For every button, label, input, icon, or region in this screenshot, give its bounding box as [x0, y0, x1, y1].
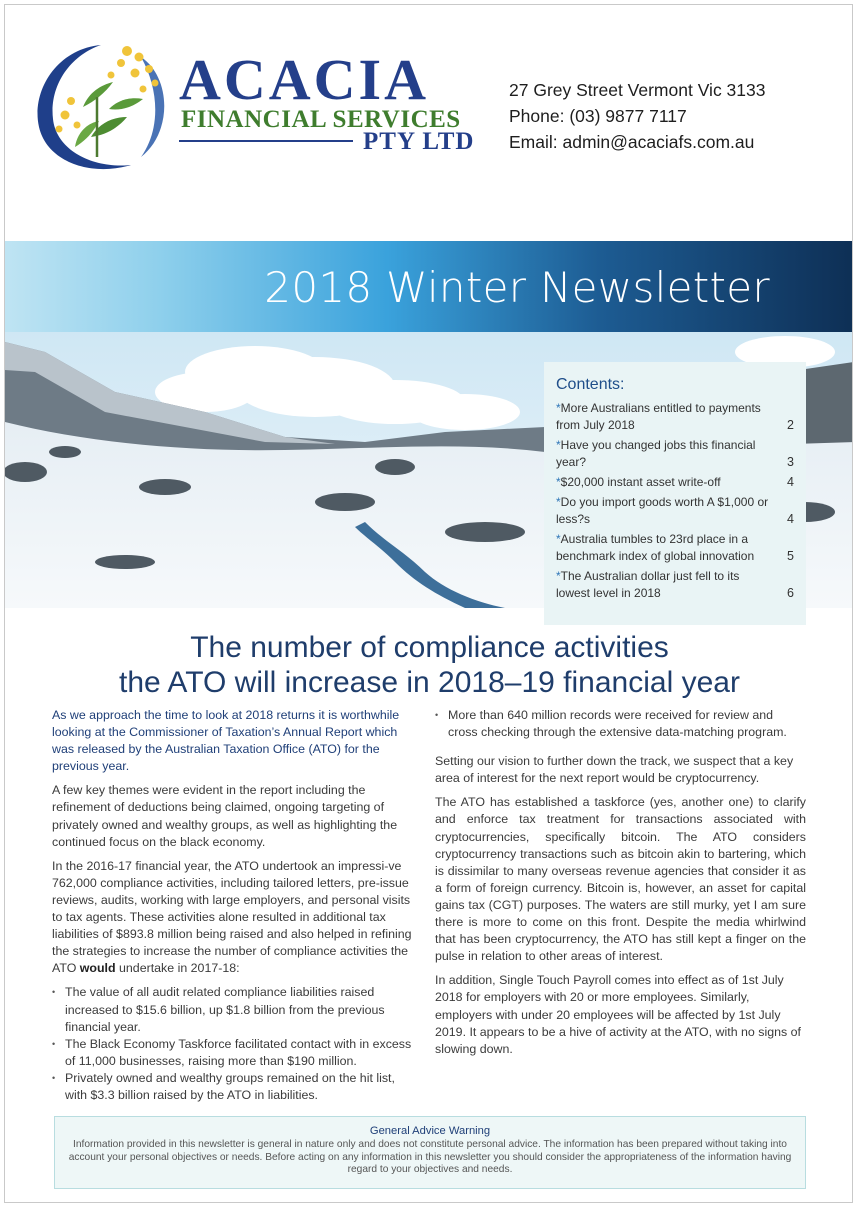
- logo-line3-text: PTY LTD: [363, 128, 475, 155]
- contact-block: [509, 77, 765, 155]
- toc-page-number: 2: [787, 418, 794, 432]
- address-text: 27 Grey Street Vermont Vic 3133: [509, 80, 766, 100]
- toc-item[interactable]: *More Australians entitled to payments from July 2018 2: [556, 401, 794, 432]
- article-left-column: [52, 707, 416, 1111]
- toc-page-number: 6: [787, 586, 794, 600]
- acacia-logo: [31, 37, 501, 177]
- paragraph-text: undertake in 2017-18:: [115, 961, 240, 976]
- toc-page-number: 5: [787, 549, 794, 563]
- toc-item[interactable]: *Australia tumbles to 23rd place in a benchmark index of global innovation 5: [556, 532, 794, 563]
- newsletter-page: [4, 4, 853, 1203]
- contents-title: Contents:: [556, 376, 625, 393]
- logo-line2-text: FINANCIAL SERVICES: [181, 106, 461, 133]
- emphasis-text: would: [79, 961, 116, 976]
- warning-text: Information provided in this newsletter is general in nature only and does not constitute personal advice. The information has been prepared without taking into account your personal objectives or needs. Before acting on any information in this newsletter you should consider the appropriateness of the information having regard to your objectives and needs.: [68, 1139, 792, 1175]
- warning-title: General Advice Warning: [369, 1125, 491, 1137]
- contents-panel: [544, 362, 806, 625]
- toc-page-number: 4: [787, 475, 794, 489]
- title-banner: [5, 241, 853, 332]
- email-text[interactable]: Email: admin@acaciafs.com.au: [509, 132, 755, 152]
- advice-warning-box: [54, 1116, 806, 1189]
- article-headline: [5, 630, 853, 700]
- toc-item[interactable]: *Have you changed jobs this financial year? 3: [556, 438, 794, 469]
- toc-item-text: More Australians entitled to payments from July 2018: [556, 401, 761, 432]
- toc-item[interactable]: *Do you import goods worth A $1,000 or less?s 4: [556, 495, 794, 526]
- paragraph: In addition, Single Touch Payroll comes into effect as of 1st July 2018 for employers with 20 or more employees. Similarly, employers with under 20 employees will be affected by 1st July 2019. It appears to be a hive of activity at the ATO, with no signs of slowing down.: [435, 973, 801, 1056]
- intro-paragraph: As we approach the time to look at 2018 returns it is worthwhile looking at the Commissioner of Taxation’s Annual Report which was released by the Australian Taxation Office (ATO) for the previous year.: [52, 708, 400, 774]
- bullet-item: • More than 640 million records were received for review and cross checking through the extensive data-matching program.: [435, 707, 806, 741]
- headline-line-1: The number of compliance activities: [190, 631, 669, 664]
- paragraph: Setting our vision to further down the track, we suspect that a key area of interest for the next report would be cryptocurrency.: [435, 754, 794, 786]
- paragraph: The ATO has established a taskforce (yes, another one) to clarify and enforce tax treatment for transactions associated with cryptocurrencies, specifically bitcoin. The ATO considers cryptocurrency transactions such as bitcoin akin to bartering, which is dissimilar to many overseas revenue agencies that consider it as a form of foreign currency. Bitcoin is, however, an asset for capital gains tax (CGT) purposes. The waters are still murky, yet I am sure there is more to come on this front. Despite the media whirlwind that has been cryptocurrency, the ATO has still kept a finger on the pulse in relation to other areas of interest.: [435, 795, 806, 964]
- logo-brand-text: ACACIA: [179, 47, 429, 112]
- bullet-list: [52, 984, 416, 1104]
- newsletter-title: 2018 Winter Newsletter: [264, 263, 770, 312]
- bullet-item: • The Black Economy Taskforce facilitated contact with in excess of 11,000 businesses, raising more than $190 million.: [52, 1036, 416, 1070]
- paragraph: A few key themes were evident in the report including the refinement of deductions being claimed, ongoing targeting of privately owned and wealthy groups, as well as highlighting the continued focus on the black economy.: [52, 783, 398, 849]
- toc-item-text: Australia tumbles to 23rd place in a benchmark index of global innovation: [556, 532, 755, 563]
- toc-page-number: 3: [787, 455, 794, 469]
- phone-text: Phone: (03) 9877 7117: [509, 106, 687, 126]
- paragraph: [52, 858, 416, 978]
- bullet-item: • The value of all audit related compliance liabilities raised increased to $15.6 billion, up $1.8 billion from the previous financial year.: [52, 984, 416, 1035]
- toc-item[interactable]: *The Australian dollar just fell to its lowest level in 2018 6: [556, 569, 794, 600]
- headline-line-2: the ATO will increase in 2018–19 financial year: [119, 666, 740, 699]
- toc-item-text: $20,000 instant asset write-off: [560, 475, 721, 489]
- toc-page-number: 4: [787, 512, 794, 526]
- article-right-column: [435, 707, 806, 1065]
- toc-item-text: The Australian dollar just fell to its lowest level in 2018: [556, 569, 740, 600]
- bullet-list: [435, 707, 806, 741]
- toc-item-text: Have you changed jobs this financial year?: [556, 438, 756, 469]
- bullet-item: • Privately owned and wealthy groups remained on the hit list, with $3.3 billion raised by the ATO in liabilities.: [52, 1070, 416, 1104]
- toc-item-text: Do you import goods worth A $1,000 or less?s: [556, 495, 769, 526]
- toc-item[interactable]: *$20,000 instant asset write-off 4: [556, 475, 794, 489]
- paragraph-text: In the 2016-17 financial year, the ATO undertook an impressi-ve 762,000 compliance activities, including tailored letters, pre-issue reviews, audits, working with large employers, and personal visits to tax agents. These activities alone resulted in additional tax liabilities of $893.8 million being raised and also helped in refining the strategies to increase the number of compliance activities the ATO: [52, 858, 412, 976]
